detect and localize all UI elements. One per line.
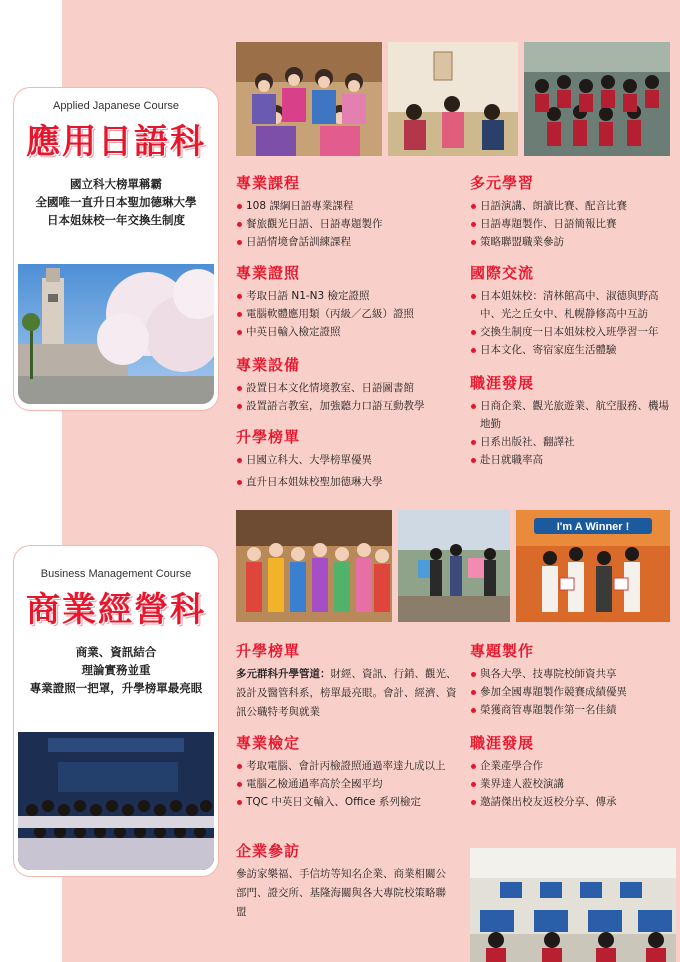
list-item: 日國立科大、大學榜單優異 <box>236 451 462 469</box>
winner-award-photo <box>516 510 670 622</box>
section-title: 多元學習 <box>470 174 535 192</box>
list-item: 日商企業、觀光旅遊業、航空服務、機場地勤 <box>470 397 675 433</box>
section-paragraph <box>236 665 462 722</box>
list-item: 日本文化、寄宿家庭生活體驗 <box>470 341 675 359</box>
tagline: 國立科大榜單稱霸 <box>70 177 162 191</box>
section-certs <box>236 262 462 341</box>
winner-banner-text: I'm A Winner ! <box>556 521 630 533</box>
applied-japanese-card <box>14 88 218 410</box>
list-item: 日系出版社、翻譯社 <box>470 433 675 451</box>
tagline: 全國唯一直升日本聖加德琳大學 <box>35 195 197 209</box>
section-rank-business <box>236 640 462 722</box>
section-title: 升學榜單 <box>236 642 301 660</box>
section-certs-business <box>236 732 446 811</box>
list-item: 榮獲商管專題製作第一名佳績 <box>470 701 675 719</box>
tagline: 商業、資訊結合 <box>75 645 157 659</box>
costume-students-photo <box>236 510 392 622</box>
list-item: 企業產學合作 <box>470 757 675 775</box>
list-item: 業界達人蒞校演講 <box>470 775 675 793</box>
course-taglines <box>14 643 218 697</box>
section-rank <box>236 426 462 491</box>
list-item: 餐旅觀光日語、日語專題製作 <box>236 215 456 233</box>
list-item: 考取日語 N1-N3 檢定證照 <box>236 287 462 305</box>
list-item: 赴日就職率高 <box>470 451 675 469</box>
section-title: 職涯發展 <box>470 374 535 392</box>
list-item: 108 課綱日語專業課程 <box>236 197 456 215</box>
outdoor-event-photo <box>398 510 510 622</box>
list-item: 直升日本姐妹校聖加德琳大學 <box>236 473 462 491</box>
section-international <box>470 262 675 359</box>
students-group-photo <box>524 42 670 156</box>
course-en-title: Applied Japanese Course <box>53 100 179 112</box>
course-taglines <box>14 175 218 229</box>
list-item: 策略聯盟職業參訪 <box>470 233 675 251</box>
class-group-photo <box>18 732 214 870</box>
section-paragraph: 參訪家樂福、手信坊等知名企業、商業相關公部門、證交所、基隆海關與各大專院校策略聯盟 <box>236 868 446 918</box>
tagline: 專業證照一把罩，升學榜單最亮眼 <box>29 681 203 695</box>
list-item: 參加全國專題製作競賽成績優異 <box>470 683 675 701</box>
tagline: 理論實務並重 <box>81 663 151 677</box>
list-item: 日語演講、朗讀比賽、配音比賽 <box>470 197 675 215</box>
section-title: 企業參訪 <box>236 842 301 860</box>
section-title: 專業課程 <box>236 174 301 192</box>
section-title: 專業設備 <box>236 356 301 374</box>
list-item: 交換生制度一日本姐妹校入班學習一年 <box>470 323 675 341</box>
section-career <box>470 372 675 469</box>
course-en-title: Business Management Course <box>40 568 192 580</box>
list-item: 電腦乙檢通過率高於全國平均 <box>236 775 446 793</box>
kimono-students-photo <box>236 42 382 156</box>
lead-text: 多元群科升學管道： <box>236 668 331 680</box>
section-title: 職涯發展 <box>470 734 535 752</box>
list-item: 考取電腦、會計丙檢證照通過率達九成以上 <box>236 757 446 775</box>
section-visits <box>236 840 454 922</box>
tagline: 日本姐妹校一年交換生制度 <box>47 213 185 227</box>
section-curriculum <box>236 172 456 251</box>
section-projects <box>470 640 675 719</box>
section-title: 專業證照 <box>236 264 301 282</box>
tea-ceremony-photo <box>388 42 518 156</box>
list-item: TQC 中英日文輸入、Office 系列檢定 <box>236 793 446 811</box>
section-title: 專業檢定 <box>236 734 301 752</box>
section-career-business <box>470 732 675 811</box>
section-diverse-learning <box>470 172 675 251</box>
list-item: 日語專題製作、日語簡報比賽 <box>470 215 675 233</box>
campus-sakura-photo <box>18 264 214 404</box>
course-cn-title: 應用日語科 <box>26 122 206 162</box>
list-item: 日語情境會話訓練課程 <box>236 233 456 251</box>
list-item: 中英日輸入檢定證照 <box>236 323 462 341</box>
section-title: 專題製作 <box>470 642 535 660</box>
list-item: 日本姐妹校：清林館高中、淑德與野高中、光之丘女中、札幌静修高中互訪 <box>470 287 675 323</box>
section-title: 國際交流 <box>470 264 535 282</box>
list-item: 設置語言教室，加強聽力口語互動教學 <box>236 397 462 415</box>
course-cn-title: 商業經營科 <box>26 590 206 630</box>
computer-classroom-photo <box>470 848 676 962</box>
list-item: 與各大學、技專院校師資共享 <box>470 665 675 683</box>
list-item: 邀請傑出校友返校分享、傳承 <box>470 793 675 811</box>
section-facilities <box>236 354 462 415</box>
list-item: 電腦軟體應用類（丙級／乙級）證照 <box>236 305 462 323</box>
list-item: 設置日本文化情境教室、日語圖書館 <box>236 379 462 397</box>
section-title: 升學榜單 <box>236 428 301 446</box>
body-text: 財經、資訊、行銷、觀光、設計及醫管科系，榜單最亮眼。會計、經濟、資訊公職特考與就業 <box>236 668 457 718</box>
business-management-card <box>14 546 218 876</box>
